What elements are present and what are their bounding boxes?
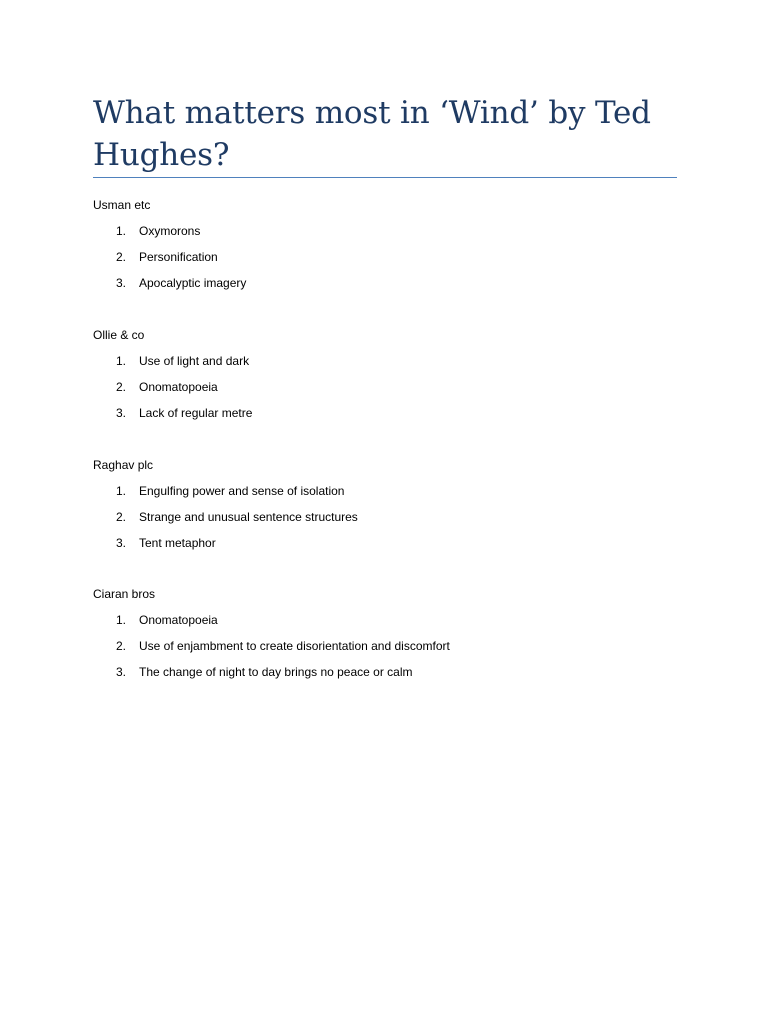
list-text: Use of light and dark — [139, 354, 250, 368]
list-item — [93, 405, 693, 421]
list-number: 3. — [116, 406, 127, 420]
list-text: Onomatopoeia — [139, 613, 218, 627]
list-number: 2. — [116, 639, 127, 653]
list-item — [93, 509, 693, 525]
list-item — [93, 664, 693, 680]
group-ollie — [93, 327, 693, 431]
group-ciaran — [93, 586, 693, 690]
list-text: Engulfing power and sense of isolation — [139, 484, 345, 498]
list-text: Tent metaphor — [139, 536, 216, 550]
list-item — [93, 223, 693, 239]
list-item — [93, 353, 693, 369]
group-heading: Usman etc — [93, 198, 151, 212]
list-text: Apocalyptic imagery — [139, 276, 247, 290]
list-text: Onomatopoeia — [139, 380, 218, 394]
list-item — [93, 535, 693, 551]
group-heading: Ciaran bros — [93, 587, 156, 601]
list-item — [93, 483, 693, 499]
list-number: 2. — [116, 510, 127, 524]
list-item — [93, 249, 693, 265]
list-number: 1. — [116, 224, 127, 238]
list-text: Personification — [139, 250, 218, 264]
group-heading: Ollie & co — [93, 328, 145, 342]
list-number: 2. — [116, 380, 127, 394]
list-text: Lack of regular metre — [139, 406, 253, 420]
group-raghav — [93, 457, 693, 561]
page-title: What matters most in ‘Wind’ by Ted Hughes? — [93, 95, 651, 173]
list-number: 3. — [116, 665, 127, 679]
list-item — [93, 638, 693, 654]
list-text: Strange and unusual sentence structures — [139, 510, 358, 524]
list-item — [93, 379, 693, 395]
list-number: 1. — [116, 354, 127, 368]
list-number: 1. — [116, 613, 127, 627]
group-usman — [93, 197, 693, 301]
list-text: Use of enjambment to create disorientation and discomfort — [139, 639, 450, 653]
list-item — [93, 275, 693, 291]
list-number: 1. — [116, 484, 127, 498]
group-heading: Raghav plc — [93, 458, 154, 472]
list-text: Oxymorons — [139, 224, 201, 238]
list-item — [93, 612, 693, 628]
list-number: 2. — [116, 250, 127, 264]
title-divider — [93, 177, 677, 178]
list-text: The change of night to day brings no peace or calm — [139, 665, 413, 679]
list-number: 3. — [116, 536, 127, 550]
list-number: 3. — [116, 276, 127, 290]
